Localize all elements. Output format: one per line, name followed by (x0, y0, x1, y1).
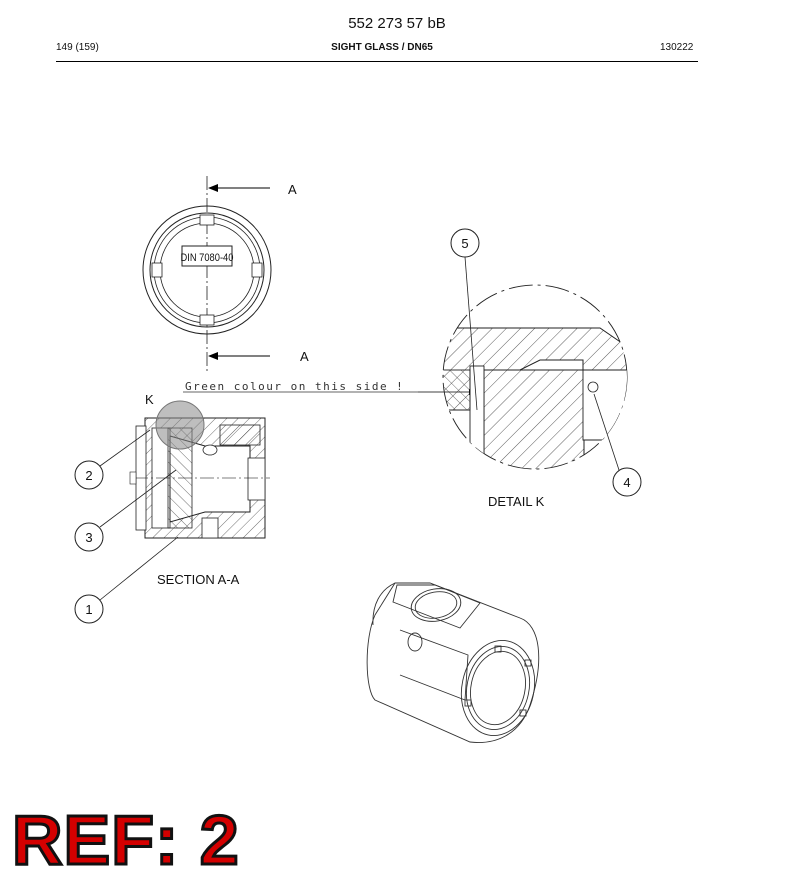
svg-text:5: 5 (461, 236, 469, 251)
section-marker-top: A (288, 182, 297, 197)
detail-k (440, 285, 632, 474)
page-number: 149 (159) (56, 42, 99, 53)
svg-text:4: 4 (623, 475, 631, 490)
page-title: SIGHT GLASS / DN65 (331, 42, 433, 53)
document-number: 552 273 57 bB (348, 15, 446, 32)
reference-stamp: REF: 2 (12, 801, 240, 879)
section-marker-bottom: A (300, 349, 309, 364)
detail-marker: K (145, 392, 154, 407)
front-view (143, 176, 271, 372)
svg-text:3: 3 (85, 530, 93, 545)
section-a-a (130, 401, 270, 538)
document-date: 130222 (660, 42, 694, 53)
green-colour-note: Green colour on this side ! (185, 380, 405, 393)
svg-text:1: 1 (85, 602, 93, 617)
detail-label: DETAIL K (488, 494, 545, 509)
svg-text:2: 2 (85, 468, 93, 483)
section-label: SECTION A-A (157, 572, 240, 587)
isometric-view (367, 583, 543, 743)
nameplate-text: DIN 7080-40 (180, 252, 234, 265)
